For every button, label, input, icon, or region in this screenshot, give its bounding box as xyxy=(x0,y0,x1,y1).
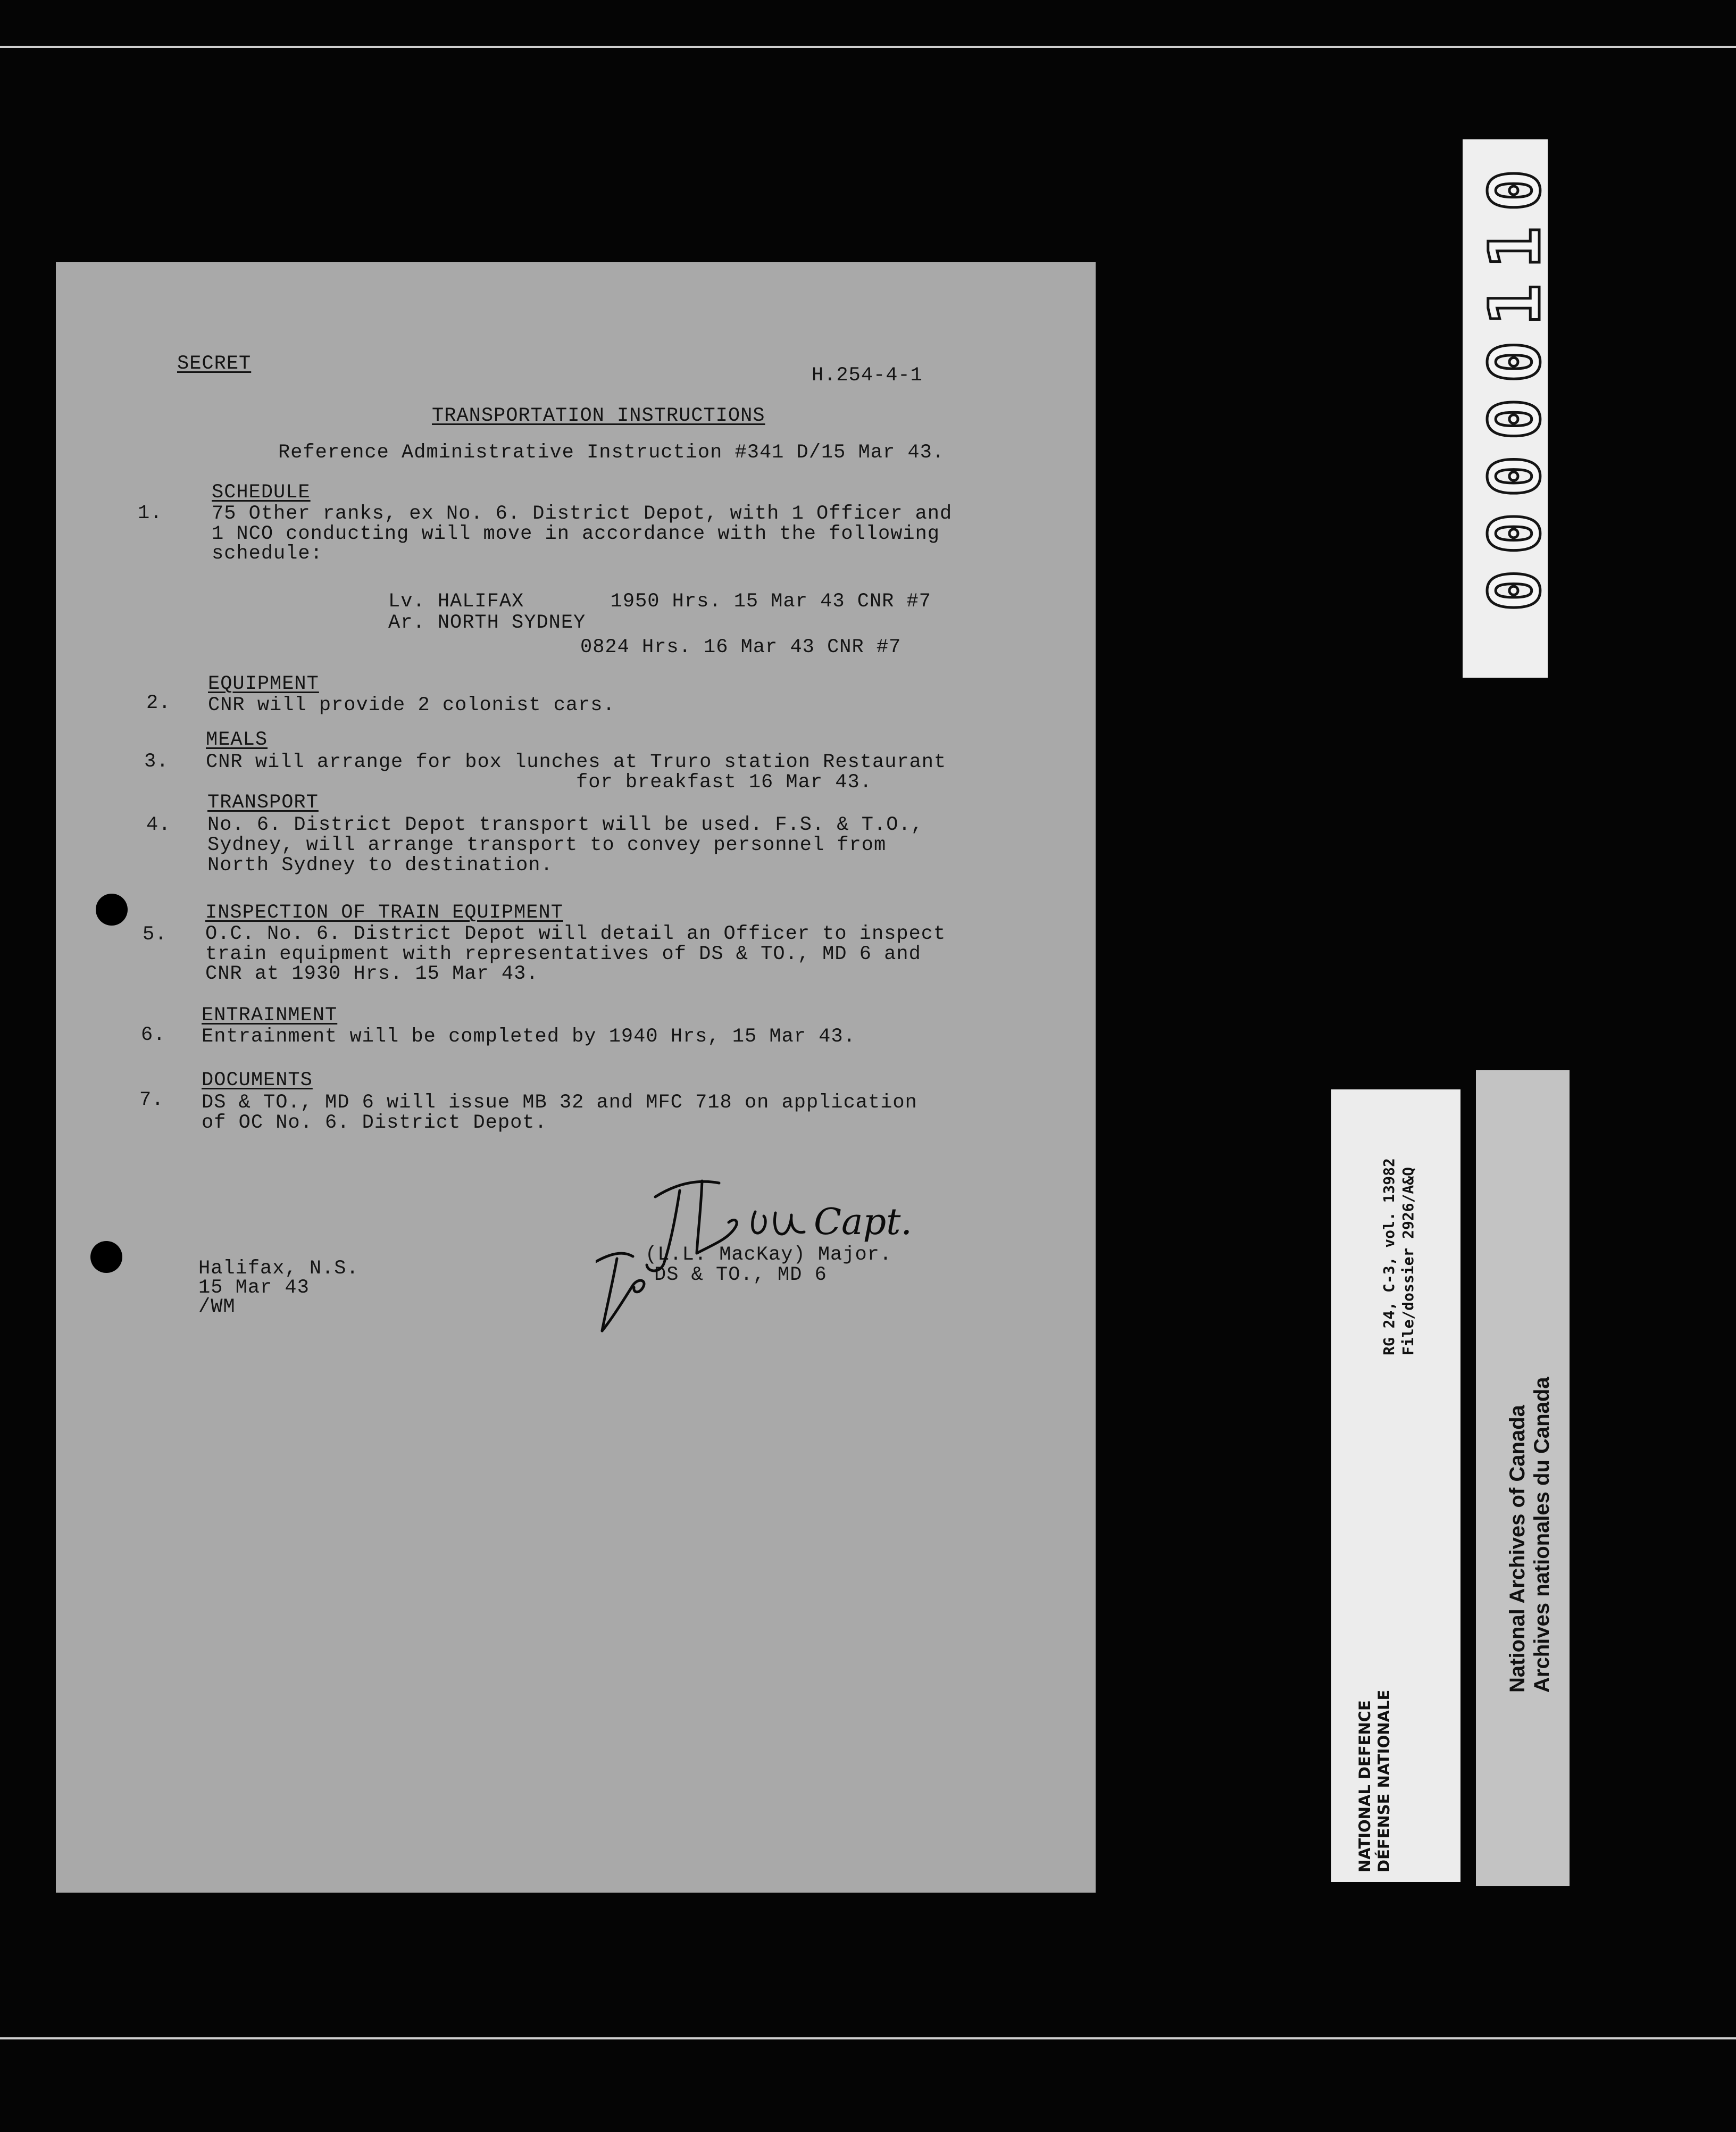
reference-line: Reference Administrative Instruction #341 D/15 Mar 43. xyxy=(278,442,945,464)
section-number: 7. xyxy=(139,1089,164,1111)
signatory-office: DS & TO., MD 6 xyxy=(654,1264,827,1286)
section-line: for breakfast 16 Mar 43. xyxy=(576,771,872,794)
signature-title: Capt. xyxy=(814,1201,913,1243)
department-name-fr: DÉFENSE NATIONALE xyxy=(1375,1689,1393,1872)
section-line: 1 NCO conducting will move in accordance with the following xyxy=(212,523,940,545)
schedule-departure: Lv. HALIFAX 1950 Hrs. 15 Mar 43 CNR #7 xyxy=(388,590,931,613)
archives-name-en: National Archives of Canada xyxy=(1506,1405,1529,1693)
archives-canada-label xyxy=(1476,1070,1570,1886)
section-line: DS & TO., MD 6 will issue MB 32 and MFC 718 on application xyxy=(202,1092,917,1114)
section-heading: INSPECTION OF TRAIN EQUIPMENT xyxy=(205,902,563,924)
section-heading: ENTRAINMENT xyxy=(202,1004,338,1027)
section-line: CNR will provide 2 colonist cars. xyxy=(208,694,615,717)
section-line: of OC No. 6. District Depot. xyxy=(202,1112,547,1134)
section-line: O.C. No. 6. District Depot will detail an Officer to inspect xyxy=(205,923,946,945)
document-page xyxy=(56,262,1096,1893)
document-title: TRANSPORTATION INSTRUCTIONS xyxy=(432,405,765,427)
classification-mark: SECRET xyxy=(177,353,252,375)
section-line: schedule: xyxy=(212,543,323,565)
archives-name-fr: Archives nationales du Canada xyxy=(1530,1377,1554,1693)
schedule-arrival-station: Ar. NORTH SYDNEY xyxy=(388,612,586,634)
section-heading: MEALS xyxy=(206,729,268,751)
section-line: train equipment with representatives of DS & TO., MD 6 and xyxy=(205,943,921,965)
department-name: NATIONAL DEFENCE xyxy=(1356,1700,1374,1872)
file-number: H.254-4-1 xyxy=(812,364,923,387)
section-line: North Sydney to destination. xyxy=(207,854,553,877)
section-line: Sydney, will arrange transport to convey personnel from xyxy=(207,834,887,856)
section-number: 2. xyxy=(146,692,171,714)
section-line: 75 Other ranks, ex No. 6. District Depot, with 1 Officer and xyxy=(212,503,953,525)
section-line: CNR will arrange for box lunches at Truro station Restaurant xyxy=(206,751,947,773)
signatory-name: (L.L. MacKay) Major. xyxy=(645,1244,892,1266)
record-group-ref: RG 24, C-3, vol. 13982 xyxy=(1380,1158,1398,1355)
section-heading: SCHEDULE xyxy=(212,481,311,504)
section-number: 3. xyxy=(144,751,169,773)
typist-initials: /WM xyxy=(198,1296,236,1318)
section-number: 6. xyxy=(141,1024,166,1046)
section-number: 1. xyxy=(138,502,163,524)
section-line: Entrainment will be completed by 1940 Hrs, 15 Mar 43. xyxy=(202,1026,856,1048)
section-line: No. 6. District Depot transport will be used. F.S. & T.O., xyxy=(207,814,923,836)
frame-number: 00000110 xyxy=(1474,154,1556,612)
section-heading: DOCUMENTS xyxy=(202,1069,313,1092)
section-heading: TRANSPORT xyxy=(207,792,319,814)
section-line: CNR at 1930 Hrs. 15 Mar 43. xyxy=(205,963,539,985)
punch-hole xyxy=(90,1241,122,1273)
punch-hole xyxy=(96,894,128,926)
section-number: 5. xyxy=(143,923,168,946)
origin-date: 15 Mar 43 xyxy=(198,1277,310,1299)
origin-place: Halifax, N.S. xyxy=(198,1257,359,1280)
film-bottom-edge xyxy=(0,2037,1736,2039)
handwritten-signature xyxy=(596,1160,925,1340)
schedule-arrival-time: 0824 Hrs. 16 Mar 43 CNR #7 xyxy=(580,636,902,659)
file-dossier-ref: File/dossier 2926/A&Q xyxy=(1399,1167,1417,1355)
archive-reference-label xyxy=(1331,1089,1460,1882)
film-top-edge xyxy=(0,46,1736,48)
section-heading: EQUIPMENT xyxy=(208,673,319,695)
section-number: 4. xyxy=(146,814,171,836)
